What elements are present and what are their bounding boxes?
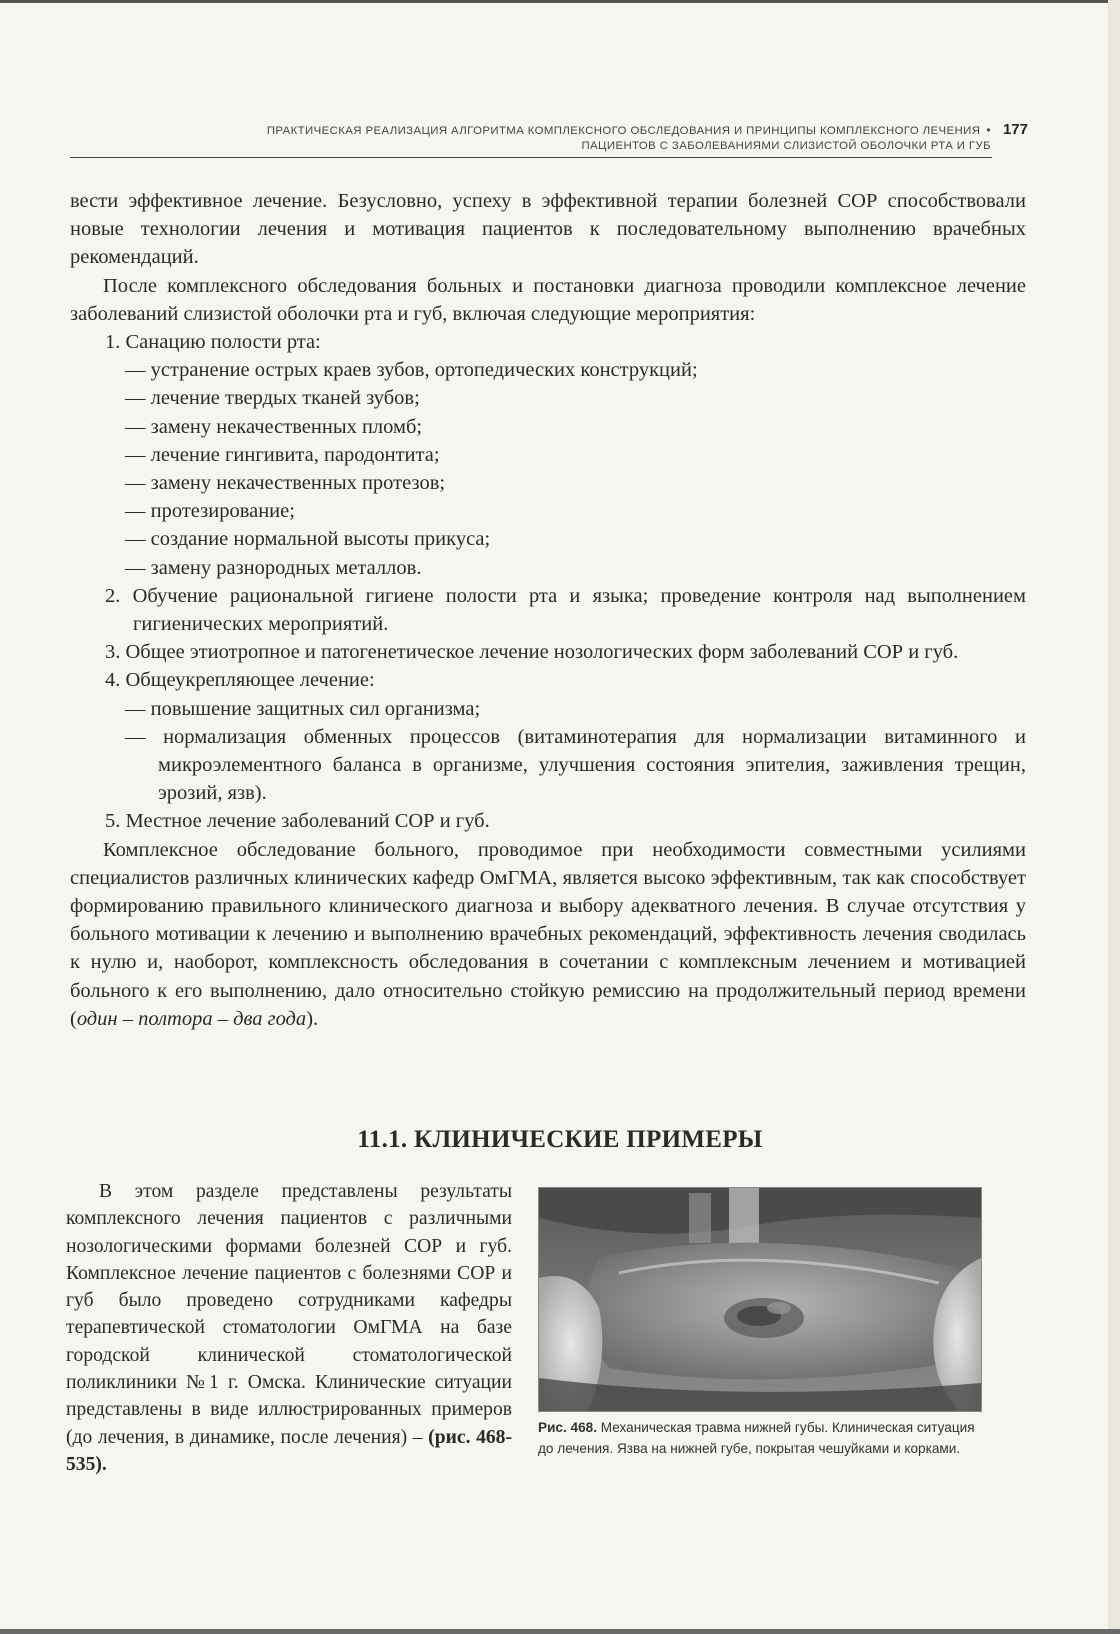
page-number: 177 (1002, 121, 1028, 138)
dash-item: — устранение острых краев зубов, ортопедических конструкций; (125, 359, 698, 382)
section-title: 11.1. КЛИНИЧЕСКИЕ ПРИМЕРЫ (357, 1126, 763, 1153)
lip-photo-illustration (539, 1188, 981, 1411)
figure-reference: (рис. 468-535). (66, 1426, 513, 1475)
dash-item: — лечение твердых тканей зубов; (125, 387, 420, 410)
dash-item: — создание нормальной высоты прикуса; (125, 528, 491, 551)
paragraph-3-text: Комплексное обследование больного, проводимое при необходимости совместными усилиями специалистов различных клинических кафедр ОмГМА, является высоко эффективным, так как способствует формированию правильного клинического диагноза и выбору адекватного лечения. В случае отсутствия у больного мотивации к лечению и выполнению врачебных рекомендаций, эффективность лечения сводилась к нулю и, наоборот, комплексность обследования в сочетании с комплексным лечением и мотивацией больного к его выполнению, дало относительно стойкую ремиссию на продолжительный период времени ( (70, 838, 1026, 1030)
list-item-5: 5. Местное лечение заболеваний СОР и губ. (105, 810, 490, 833)
paragraph-3-end: ). (306, 1007, 319, 1030)
main-body (70, 187, 1026, 1033)
dash-item: — повышение защитных сил организма; (125, 697, 481, 720)
paragraph-2: После комплексного обследования больных и постановки диагноза проводили комплексное лечение заболеваний слизистой оболочки рта и губ, включая следующие мероприятия: (70, 274, 1026, 325)
list-item-4: 4. Общеукрепляющее лечение: (105, 669, 375, 692)
header-bullet: • (986, 123, 991, 137)
paragraph-3-italic: один – полтора – два года (76, 1007, 307, 1030)
dash-item: — протезирование; (125, 500, 295, 523)
dash-item: — замену некачественных пломб; (125, 415, 423, 438)
dash-item: — нормализация обменных процессов (витаминотерапия для нормализации витаминного и микроэлементного баланса в организме, улучшения состояния эпителия, заживления трещин, эрозий, язв). (125, 725, 1026, 805)
clinical-photo-lower-lip (538, 1187, 982, 1412)
figure-label: Рис. 468. (538, 1420, 597, 1435)
paragraph-3 (70, 836, 1026, 1033)
figure-caption (538, 1418, 984, 1459)
list-item-1: 1. Санацию полости рта: (105, 331, 321, 354)
dash-item: — замену некачественных протезов; (125, 472, 446, 495)
list-item-2: 2. Обучение рациональной гигиене полости рта и языка; проведение контроля над выполнением гигиенических мероприятий. (105, 584, 1026, 636)
list-item-3: 3. Общее этиотропное и патогенетическое лечение нозологических форм заболеваний СОР и губ. (105, 641, 959, 664)
header-rule (70, 157, 992, 158)
paragraph-1: вести эффективное лечение. Безусловно, успеху в эффективной терапии болезней СОР способствовали новые технологии лечения и мотивация пациентов к последовательному выполнению врачебных рекомендаций. (70, 190, 1026, 269)
section-paragraph (66, 1178, 512, 1478)
section-text: В этом разделе представлены результаты комплексного лечения пациентов с различными нозологическими формами болезней СОР и губ. Комплексное лечение пациентов с болезнями СОР и губ было проведено сотрудниками кафедры терапевтической стоматологии ОмГМА на базе городской клинической стоматологической поликлиники №1 г. Омска. Клинические ситуации представлены в виде иллюстрированных примеров (до лечения, в динамике, после лечения) – (66, 1181, 512, 1448)
top-edge-rule (0, 0, 1120, 3)
figure-caption-text: Механическая травма нижней губы. Клиническая ситуация до лечения. Язва на нижней губе, покрытая чешуйками и корками. (538, 1420, 975, 1456)
bottom-edge-rule (0, 1629, 1120, 1634)
running-header (70, 122, 1028, 154)
dash-item: — лечение гингивита, пародонтита; (125, 443, 440, 466)
page-edge-shadow (1108, 0, 1120, 1634)
header-line-2: ПАЦИЕНТОВ С ЗАБОЛЕВАНИЯМИ СЛИЗИСТОЙ ОБОЛОЧКИ РТА И ГУБ (581, 140, 991, 152)
header-line-1: ПРАКТИЧЕСКАЯ РЕАЛИЗАЦИЯ АЛГОРИТМА КОМПЛЕКСНОГО ОБСЛЕДОВАНИЯ И ПРИНЦИПЫ КОМПЛЕКСНОГО ЛЕЧЕНИЯ (266, 125, 981, 137)
section-text-column (66, 1178, 512, 1478)
dash-item: — замену разнородных металлов. (125, 556, 422, 579)
